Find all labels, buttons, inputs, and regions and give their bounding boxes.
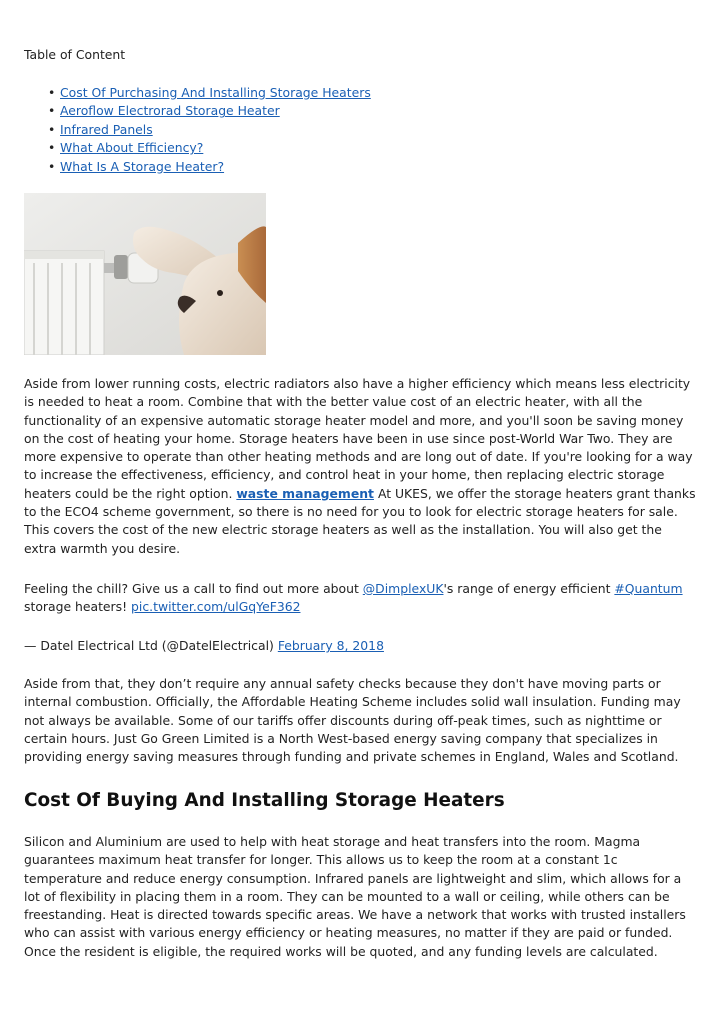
paragraph-safety: Aside from that, they don’t require any annual safety checks because they don't have moving parts or internal combustion. Officially, the Affordable Heating Scheme includes solid wall insulation. Funding may not always be available. Some of our tariffs offer discounts during off-peak times, such as nighttime or certain hours. Just Go Green Limited is a North West-based energy saving company that specializes in providing energy saving measures through funding and private schemes in England, Wales and Scotland. [24,676,681,765]
tweet-hashtag-link[interactable]: #Quantum [614,581,683,596]
tweet-date-link[interactable]: February 8, 2018 [277,638,384,653]
paragraph-intro-text: Aside from lower running costs, electric radiators also have a higher efficiency which means less electricity is needed to heat a room. Combine that with the better value cost of an electric heater, with all the functionality of an expensive automatic storage heater model and more, and you'll soon be saving money on the cost of heating your home. Storage heaters have been in use since post-World War Two. They are more expensive to operate than other heating methods and are long out of date. If you're looking for a way to increase the effectiveness, efficiency, and control heat in your home, then replacing electric storage heaters could be the right option. [24,376,693,501]
dog-radiator-photo [24,193,266,355]
section-heading: Cost Of Buying And Installing Storage Heaters [24,790,505,811]
toc-item [60,121,371,139]
toc-item [60,102,371,120]
tweet-text-before: Feeling the chill? Give us a call to find out more about [24,581,359,596]
toc-link-storage-heater[interactable]: What Is A Storage Heater? [60,158,225,174]
toc-link-cost-purchasing[interactable]: Cost Of Purchasing And Installing Storage Heaters [60,85,371,100]
toc-link-infrared[interactable]: Infrared Panels [60,121,153,137]
paragraph-intro-text-after: At UKES, we offer the storage heaters grant thanks to the ECO4 scheme government, so there is no need for you to look for electric storage heaters for sale. This covers the cost of the new electric storage heaters as well as the installation. You will also get the extra warmth you desire. [24,485,696,556]
paragraph-section: Silicon and Aluminium are used to help with heat storage and heat transfers into the room. Magma guarantees maximum heat transfer for longer. This allows us to keep the room at a constant 1c temperature and reduce energy consumption. Infrared panels are lightweight and slim, which allows for a lot of flexibility in placing them in a room. They can be mounted to a wall or ceiling, while others can be freestanding. Heat is directed towards specific areas. We have a network that works with trusted installers who can assist with various energy efficiency or heating measures, no matter if they are paid or funded. Once the resident is eligible, the required works will be quoted, and any funding levels are calculated. [24,834,686,959]
tweet-text [24,580,696,617]
toc-item [60,84,371,102]
tweet-attribution [24,637,696,655]
tweet-mention-link[interactable]: @DimplexUK [362,581,444,596]
toc-link-aeroflow[interactable]: Aeroflow Electrorad Storage Heater [60,103,280,119]
toc-list [60,84,371,176]
tweet-text-after: storage heaters! [24,599,128,615]
paragraph-intro [24,375,696,558]
toc-item [60,158,371,176]
toc-title: Table of Content [24,47,126,62]
tweet-author: — Datel Electrical Ltd (@DatelElectrical) [24,638,274,653]
tweet-text-mid: 's range of energy efficient [443,581,611,596]
toc-link-efficiency[interactable]: What About Efficiency? [60,140,204,156]
toc-item [60,139,371,157]
waste-management-link[interactable]: waste management [236,485,374,501]
tweet-pic-link[interactable]: pic.twitter.com/ulGqYeF362 [131,599,301,615]
